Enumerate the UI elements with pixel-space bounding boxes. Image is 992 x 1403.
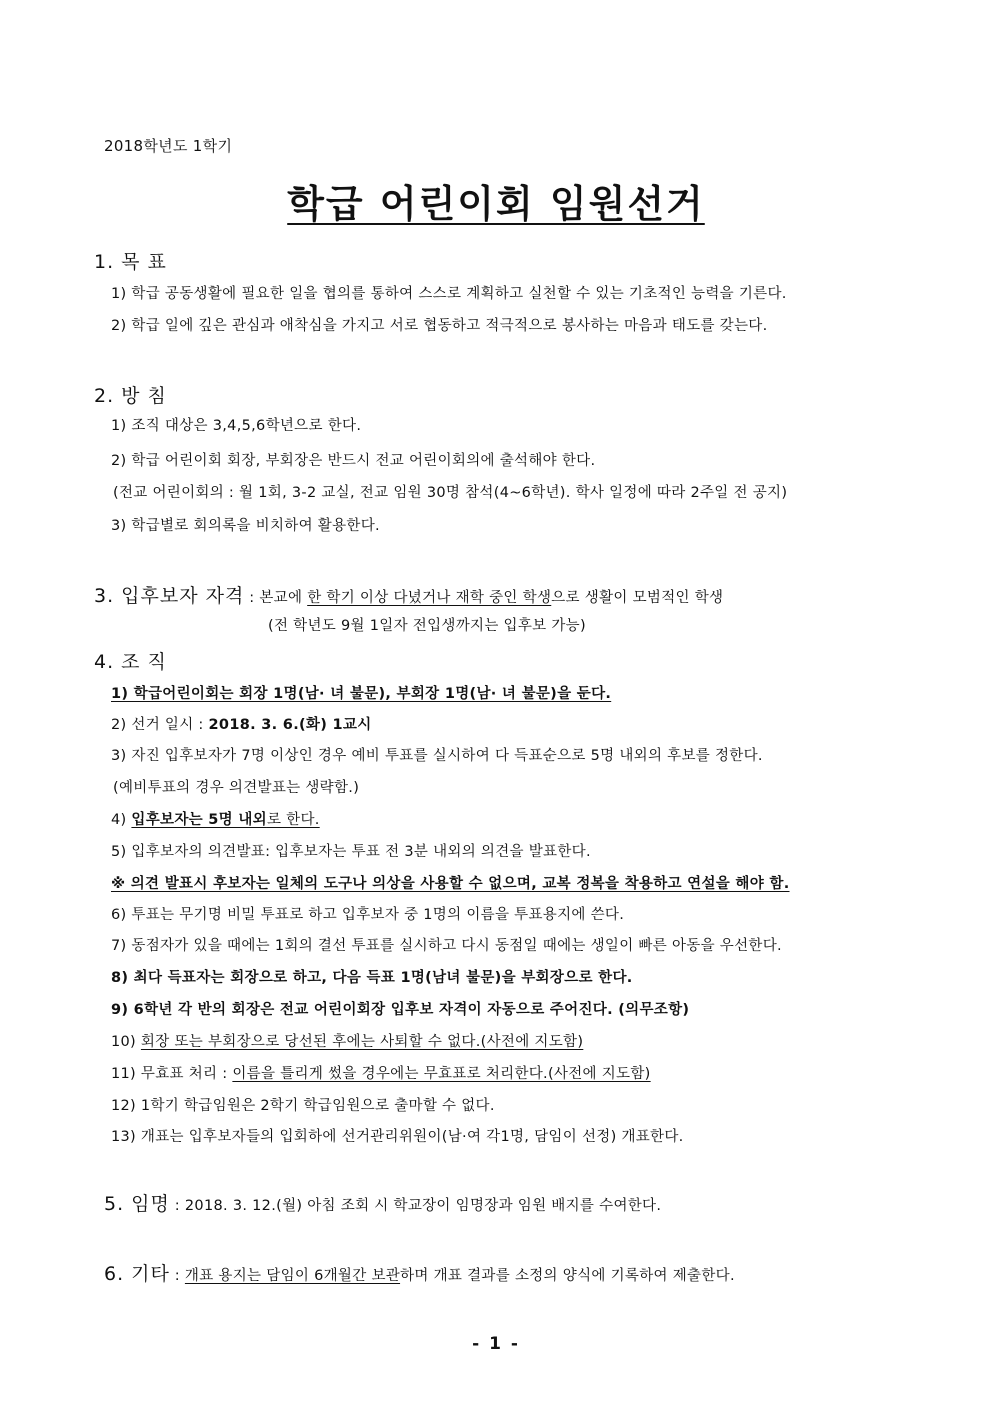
section4-item11-underlined: 이름을 틀리게 썼을 경우에는 무효표로 처리한다.(사전에 지도함) [232, 1066, 651, 1082]
section4-item5: 5) 입후보자의 의견발표: 입후보자는 투표 전 3분 내외의 의견을 발표한다. [111, 844, 591, 860]
section4-item10 [111, 1032, 583, 1052]
section2-item3: 3) 학급별로 회의록을 비치하여 활용한다. [111, 518, 380, 534]
section4-item3-note: (예비투표의 경우 의견발표는 생략함.) [113, 780, 360, 796]
section2-item2-note: (전교 어린이회의 : 월 1회, 3-2 교실, 전교 임원 30명 참석(4~6학년). 학사 일정에 따라 2주일 전 공지) [113, 485, 788, 501]
section4-item4-prefix: 4) [111, 812, 132, 828]
section4-item11-prefix: 11) 무효표 처리 : [111, 1066, 233, 1082]
section5-heading: 5. 임명 [104, 1193, 170, 1215]
section3-heading: 3. 입후보자 자격 [94, 585, 245, 607]
section4-item10-underlined: 회장 또는 부회장으로 당선된 후에는 사퇴할 수 없다.(사전에 지도함) [140, 1034, 584, 1050]
section5-line [104, 1192, 661, 1216]
section4-item11 [111, 1064, 651, 1084]
section4-item2-prefix: 2) 선거 일시 : [111, 717, 209, 733]
section6-heading: 6. 기타 [104, 1263, 170, 1285]
section2-item2: 2) 학급 어린이회 회장, 부회장은 반드시 전교 어린이회의에 출석해야 한다. [111, 453, 596, 469]
section4-item10-prefix: 10) [111, 1034, 141, 1050]
section6-colon: : [169, 1268, 185, 1284]
section2-heading: 2. 방 침 [94, 385, 167, 407]
section3-underlined: 한 학기 이상 다녔거나 재학 중인 학생 [307, 590, 552, 606]
section4-item2 [111, 715, 372, 735]
election-date: 2018. 3. 6.(화) 1교시 [208, 717, 372, 733]
section1-item2: 2) 학급 일에 깊은 관심과 애착심을 가지고 서로 협동하고 적극적으로 봉사하는 마음과 태도를 갖는다. [111, 318, 768, 334]
section6-line [104, 1262, 735, 1286]
section3-rest: 으로 생활이 모범적인 학생 [551, 590, 724, 606]
section1-heading: 1. 목 표 [94, 251, 167, 273]
page-title: 학급 어린이회 임원선거 [287, 182, 705, 226]
section5-text: : 2018. 3. 12.(월) 아침 조회 시 학교장이 임명장과 임원 배지를 수여한다. [169, 1198, 662, 1214]
page-number: - 1 - [472, 1334, 520, 1354]
section4-item3: 3) 자진 입후보자가 7명 이상인 경우 예비 투표를 실시하여 다 득표순으로 5명 내외의 후보를 정한다. [111, 748, 763, 764]
section2-item1: 1) 조직 대상은 3,4,5,6학년으로 한다. [111, 418, 362, 434]
year-term: 2018학년도 1학기 [104, 137, 233, 155]
section4-item4-bold: 입후보자는 5명 내외 [131, 812, 267, 828]
section3-colon: : 본교에 [244, 590, 308, 606]
section4-item5-note: ※ 의견 발표시 후보자는 일체의 도구나 의상을 사용할 수 없으며, 교복 정복을 착용하고 연설을 해야 함. [111, 876, 790, 892]
section4-item4-rest: 로 한다. [266, 812, 320, 828]
section4-item9: 9) 6학년 각 반의 회장은 전교 어린이회장 입후보 자격이 자동으로 주어진다. (의무조항) [111, 1002, 690, 1018]
section3-note: (전 학년도 9월 1일자 전입생까지는 입후보 가능) [268, 618, 586, 634]
section3-line [94, 584, 723, 608]
section4-item12: 12) 1학기 학급임원은 2학기 학급임원으로 출마할 수 없다. [111, 1098, 495, 1114]
section4-item8: 8) 최다 득표자는 회장으로 하고, 다음 득표 1명(남녀 불문)을 부회장으로 한다. [111, 970, 633, 986]
section1-item1: 1) 학급 공동생활에 필요한 일을 협의를 통하여 스스로 계획하고 실천할 수 있는 기초적인 능력을 기른다. [111, 286, 787, 302]
section6-underlined: 개표 용지는 담임이 6개월간 보관 [184, 1268, 401, 1284]
section4-item7: 7) 동점자가 있을 때에는 1회의 결선 투표를 실시하고 다시 동점일 때에는 생일이 빠른 아동을 우선한다. [111, 938, 782, 954]
section6-rest: 하며 개표 결과를 소정의 양식에 기록하여 제출한다. [400, 1268, 735, 1284]
section4-item13: 13) 개표는 입후보자들의 입회하에 선거관리위원이(남·여 각1명, 담임이 선정) 개표한다. [111, 1129, 684, 1145]
section4-item1: 1) 학급어린이회는 회장 1명(남· 녀 불문), 부회장 1명(남· 녀 불문)을 둔다. [111, 686, 612, 702]
section4-item4 [111, 810, 320, 830]
section4-heading: 4. 조 직 [94, 651, 167, 673]
section4-item6: 6) 투표는 무기명 비밀 투표로 하고 입후보자 중 1명의 이름을 투표용지에 쓴다. [111, 907, 625, 923]
